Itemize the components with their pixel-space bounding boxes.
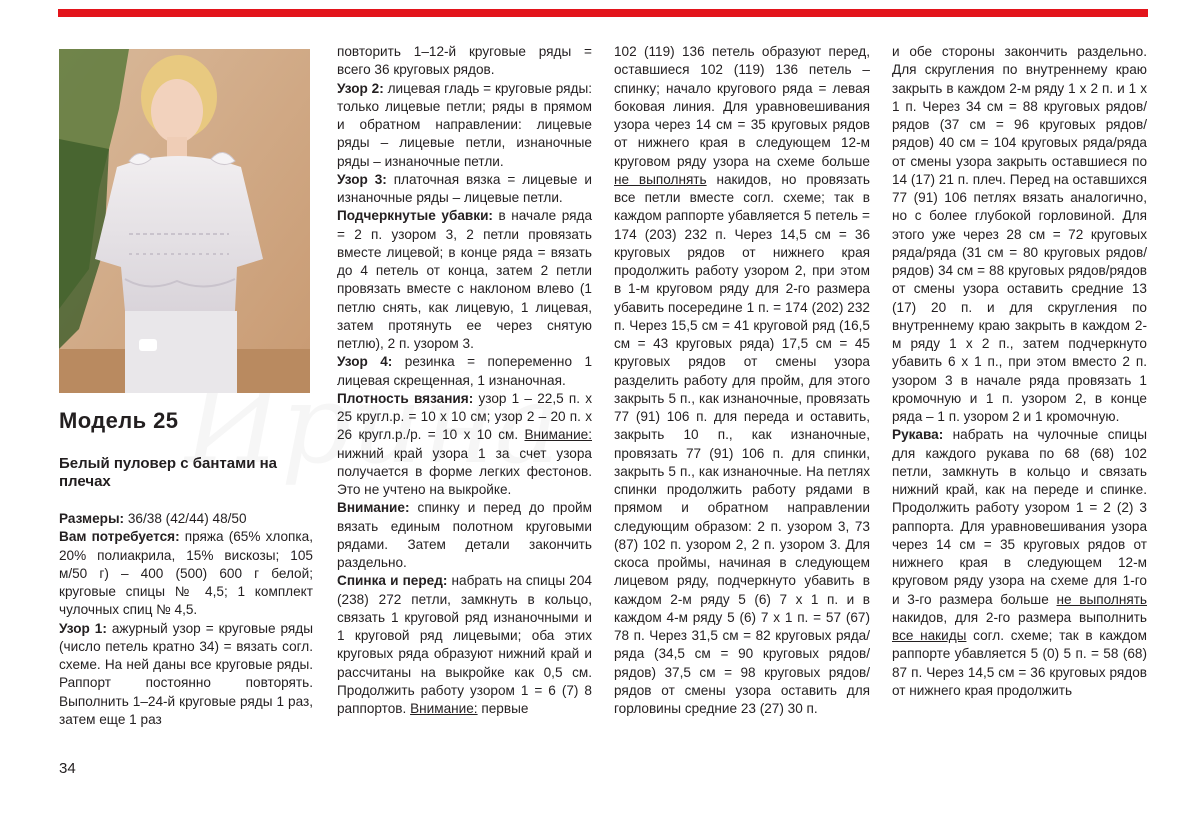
column-1 — [59, 510, 313, 729]
pattern1-label: Узор 1: — [59, 620, 107, 636]
pattern3-label: Узор 3: — [337, 171, 387, 187]
sizes-paragraph — [59, 510, 313, 528]
sleeves-text-1: набрать на чулочные спицы для каждого рукава по 68 (68) 102 петли, замкнуть в кольцо и связать нижний край, как на переде и спинке. Продолжить работу узором 1 = 2 (2) 3 раппорта. Для уравновешивания узора через 14 см = 35 круговых рядов от нижнего края в следующем 12-м круговом ряду узора на схеме для 1-го и 3-го размера больше — [892, 427, 1147, 607]
top-accent-bar — [58, 9, 1148, 17]
gauge-attention: Внимание: — [524, 427, 592, 443]
materials-text: пряжа (65% хлопка, 20% полиакрила, 15% вискозы; 105 м/50 г) – 400 (500) 600 г белой; круговые спицы № 4,5; 1 комплект чулочных спиц № 4,5. — [59, 529, 313, 618]
model-photo — [59, 49, 310, 393]
sleeves-text-2: накидов, для 2-го размера выполнить — [892, 609, 1147, 625]
pattern2-paragraph — [337, 80, 592, 171]
pattern3-text: платочная вязка = лицевые и изнаночные ряды – лицевые петли. — [337, 171, 592, 205]
gauge-paragraph — [337, 390, 592, 500]
body-underline-1: не выполнять — [614, 171, 707, 187]
pattern2-text: лицевая гладь = круговые ряды: только лицевые петли; ряды в прямом и обратном направлении: лицевые ряды – лицевые петли, изнаночные ряды – изнаночные петли. — [337, 80, 592, 169]
sizes-text: 36/38 (42/44) 48/50 — [124, 511, 247, 526]
pattern3-paragraph — [337, 171, 592, 208]
sizes-label: Размеры: — [59, 511, 125, 526]
pattern4-paragraph — [337, 353, 592, 390]
pattern1-paragraph — [59, 620, 313, 730]
neck-paragraph: и обе стороны закончить раздельно. Для скругления по внутреннему краю закрыть в каждом 2-м ряду 1 х 2 п. и 1 х 1 п. Через 34 см = 88 круговых рядов/рядов (37 см = 96 круговых рядов/рядов) 40 см = 104 круговых ряда/ряда от смены узора закрыть оставшиеся по 14 (17) 21 п. плеч. Перед на оставшихся 77 (91) 106 петлях вязать аналогично, но с более глубокой горловиной. Для этого уже через 28 см = 72 круговых ряда/ряда (31 см = 80 круговых рядов/рядов) 34 см = 88 круговых рядов/рядов от смены узора оставить средние 13 (17) 20 п. и для скругления по внутреннему краю закрыть в каждом 2-м ряду 1 х 2 п., затем подчеркнуто убавить 6 х 1 п., при этом вместо 2 п. узором 3 в начале ряда провязать 1 кромочную и 1 п. узором 2, в конце ряда – 1 п. узором 2 и 1 кромочную. — [892, 44, 1147, 424]
back-front-paragraph — [337, 572, 592, 718]
sleeves-text-3: согл. схеме; так в каждом раппорте убавляется 5 (0) 5 п. = 58 (68) 87 п. Через 14,5 см = 36 круговых рядов от нижнего края продолжить — [892, 628, 1147, 698]
gauge-text: узор 1 – 22,5 п. х 25 кругл.р. = 10 х 10 см; узор 2 – 20 п. х 26 кругл.р./р. = 10 х 10 см. — [337, 390, 593, 443]
sleeves-underline-1: не выполнять — [1056, 591, 1147, 607]
back-front-tail: первые — [477, 701, 529, 716]
gauge-label: Плотность вязания: — [337, 390, 474, 406]
attention-paragraph — [337, 499, 592, 572]
pattern2-label: Узор 2: — [337, 80, 384, 96]
body-text-2: накидов, но провязать все петли вместе согл. схеме; так в каждом раппорте убавляется 5 петель = 174 (203) 232 п. Через 14,5 см = 36 круговых рядов от нижнего края продолжить работу узором 2, при этом в 1-м круговом ряду для 2-го размера убавить посередине 1 п. = 174 (202) 232 п. Через 15,5 см = 41 круговой ряд (16,5 см = 43 круговых ряда) 17,5 см = 45 круговых рядов от смены узора разделить работу для пройм, для этого закрыть 5 п., как изнаночные, провязать 77 (91) 106 п. для переда и оставить, закрыть 10 п., как изнаночные, провязать 77 (91) 106 п. для спинки, закрыть 5 п., как изнаночные. На петлях спинки продолжить работу рядами в прямом и обратном направлении следующим образом: 2 п. узором 3, 73 (87) 102 п. узором 2, 2 п. узором 3. Для скоса проймы, начиная в следующем лицевом ряду, подчеркнуто убавить в каждом 2-м ряду 5 (6) 7 х 1 п. и в каждом 4-м ряду 5 (6) 7 х 1 п. = 57 (67) 78 п. Через 31,5 см = 82 круговых ряда/ряда (34,5 см = 90 круговых рядов/рядов) 37,5 см = 98 круговых рядов/рядов от смены узора оставить для горловины средние 23 (27) 30 п. — [614, 171, 870, 716]
decreases-paragraph — [337, 207, 592, 353]
pattern4-label: Узор 4: — [337, 354, 393, 370]
garment-subtitle: Белый пуловер с бантами на плечах — [59, 455, 277, 490]
column-3 — [614, 43, 870, 718]
back-front-label: Спинка и перед: — [337, 573, 448, 589]
sleeves-underline-2: все накиды — [892, 628, 967, 643]
materials-paragraph — [59, 528, 313, 619]
body-text-1: 102 (119) 136 петель образуют перед, оставшиеся 102 (119) 136 петель – спинку; начало кругового ряда = левая боковая линия. Для уравновешивания узора через 14 см = 35 круговых рядов от нижнего края в следующем 12-м круговом ряду узора на схеме больше — [614, 44, 870, 169]
pattern4-text: резинка = попеременно 1 лицевая скрещенная, 1 изнаночная. — [337, 354, 593, 388]
model-title: Модель 25 — [59, 408, 179, 433]
attention-label: Внимание: — [337, 500, 410, 516]
knitted-pullover-photo-icon — [59, 49, 310, 393]
decreases-label: Подчеркнутые убавки: — [337, 208, 493, 224]
back-front-text: набрать на спицы 204 (238) 272 петли, замкнуть в кольцо, связать 1 круговой ряд изнаночными и 1 круговой ряд лицевыми; оба этих круговых ряда образуют нижний край и рассчитаны на выкройке как 0,5 см. Продолжить работу узором 1 = 6 (7) 8 раппортов. — [337, 573, 592, 716]
materials-label: Вам потребуется: — [59, 529, 180, 545]
body-paragraph — [614, 43, 870, 718]
attention-text: спинку и перед до пройм вязать единым полотном круговыми рядами. Затем детали закончить раздельно. — [337, 500, 592, 570]
sleeves-paragraph — [892, 426, 1147, 700]
repeat-paragraph: повторить 1–12-й круговые ряды = всего 36 круговых рядов. — [337, 44, 592, 78]
column-4 — [892, 43, 1147, 700]
pattern1-text: ажурный узор = круговые ряды (число петель кратно 34) = вязать согл. схеме. На ней даны все круговые ряды. Раппорт постоянно повторять. Выполнить 1–24-й круговые ряды 1 раз, затем еще 1 раз — [59, 620, 313, 727]
page-number: 34 — [59, 760, 76, 777]
sleeves-label: Рукава: — [892, 427, 944, 443]
decreases-text: в начале ряда = 2 п. узором 3, 2 петли провязать вместе лицевой; в конце ряда = вязать до 4 петель от конца, затем 2 петли провязать вместе с наклоном влево (1 петлю снять, как лицевую, 1 лицевая, затем протянуть ее через снятую петлю), 2 п. узором 3. — [337, 208, 593, 351]
back-front-attention: Внимание: — [410, 701, 478, 716]
gauge-note: нижний край узора 1 за счет узора получается в форме легких фестонов. Это не учтено на выкройке. — [337, 445, 592, 497]
column-2 — [337, 43, 592, 718]
